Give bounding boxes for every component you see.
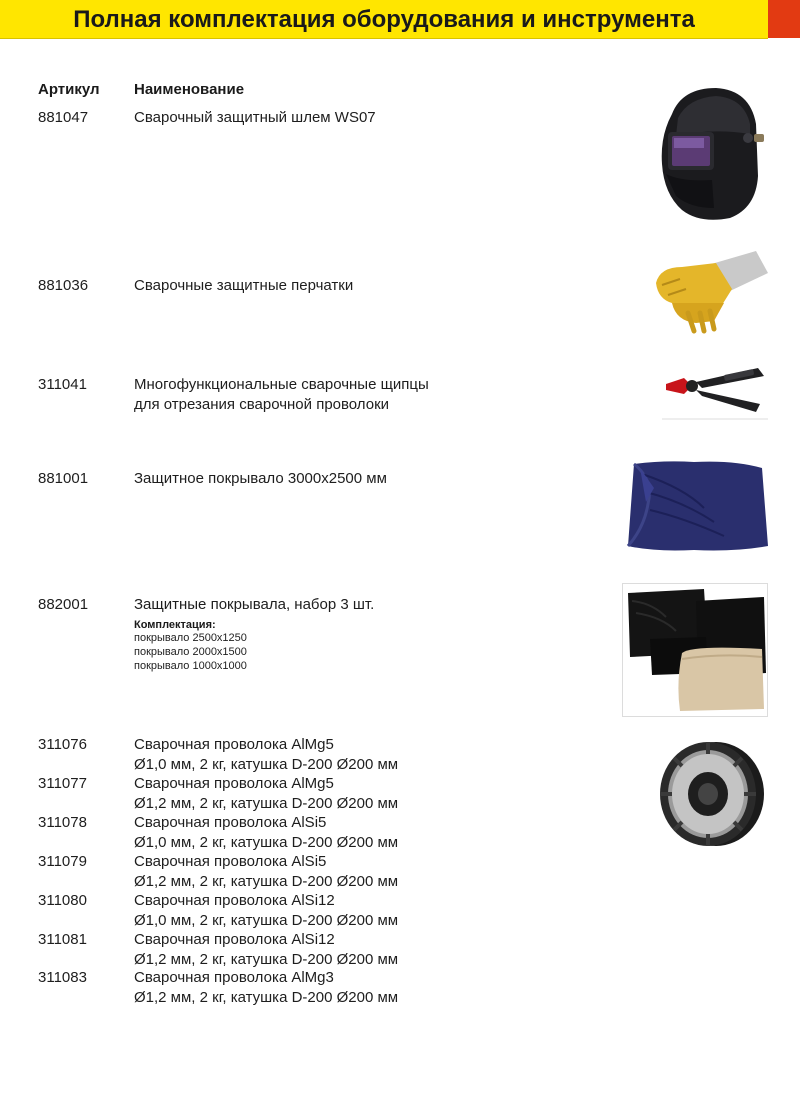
page-title: Полная комплектация оборудования и инструмента xyxy=(73,6,695,33)
product-name-line: Сварочная проволока AlSi12 xyxy=(134,931,335,948)
article-number: 311083 xyxy=(38,969,87,986)
product-name xyxy=(134,108,376,128)
article-number: 311041 xyxy=(38,376,87,393)
article-number: 311081 xyxy=(38,931,87,948)
article-number: 881047 xyxy=(38,109,89,126)
article-number: 311079 xyxy=(38,853,87,870)
product-name xyxy=(134,891,398,930)
article-number: 311076 xyxy=(38,736,87,753)
product-name xyxy=(134,852,398,891)
product-name-line: Ø1,2 мм, 2 кг, катушка D-200 Ø200 мм xyxy=(134,950,399,968)
product-name-line: Ø1,2 мм, 2 кг, катушка D-200 Ø200 мм xyxy=(134,872,399,890)
product-name xyxy=(134,735,398,774)
product-name xyxy=(134,774,398,813)
product-name xyxy=(134,813,398,852)
product-name-line: Сварочная проволока AlMg3 xyxy=(134,969,334,986)
product-name-line: Многофункциональные сварочные щипцы xyxy=(134,376,429,393)
product-name-line: Сварочные защитные перчатки xyxy=(134,277,354,294)
product-name-line: Защитные покрывала, набор 3 шт. xyxy=(134,596,375,613)
product-name-line: Защитное покрывало 3000x2500 мм xyxy=(134,470,387,487)
kit-item: покрывало 2500x1250 xyxy=(134,632,247,644)
product-name-line: Ø1,0 мм, 2 кг, катушка D-200 Ø200 мм xyxy=(134,833,399,851)
product-name-line: Сварочная проволока AlMg5 xyxy=(134,736,334,753)
product-name xyxy=(134,469,387,489)
product-name xyxy=(134,968,398,1007)
kit-item: покрывало 2000x1500 xyxy=(134,646,247,658)
product-name-line: Сварочная проволока AlMg5 xyxy=(134,775,334,792)
column-header-name: Наименование xyxy=(134,81,245,98)
header-accent xyxy=(768,0,800,38)
article-number: 881001 xyxy=(38,470,89,487)
product-name-line: Сварочная проволока AlSi12 xyxy=(134,892,335,909)
welding-gloves-icon xyxy=(652,243,770,335)
product-name-line: Сварочный защитный шлем WS07 xyxy=(134,109,376,126)
kit-item: покрывало 1000x1000 xyxy=(134,660,247,672)
product-name xyxy=(134,276,353,296)
product-name xyxy=(134,930,398,969)
product-name xyxy=(134,375,429,414)
article-number: 311077 xyxy=(38,775,87,792)
wire-spool-icon xyxy=(652,738,768,850)
product-name xyxy=(134,595,374,615)
welding-pliers-icon xyxy=(662,358,768,420)
product-name-line: Ø1,2 мм, 2 кг, катушка D-200 Ø200 мм xyxy=(134,794,399,812)
product-name-line: Сварочная проволока AlSi5 xyxy=(134,814,327,831)
column-header-article: Артикул xyxy=(38,81,100,98)
welding-helmet-icon xyxy=(652,84,770,224)
article-number: 311080 xyxy=(38,892,87,909)
product-name-line: Сварочная проволока AlSi5 xyxy=(134,853,327,870)
blue-blanket-icon xyxy=(624,458,770,554)
product-name-line: Ø1,0 мм, 2 кг, катушка D-200 Ø200 мм xyxy=(134,755,399,773)
article-number: 881036 xyxy=(38,277,89,294)
product-name-line: для отрезания сварочной проволоки xyxy=(134,395,390,413)
kit-title: Комплектация: xyxy=(134,619,216,631)
blanket-set-icon xyxy=(622,583,768,717)
product-name-line: Ø1,0 мм, 2 кг, катушка D-200 Ø200 мм xyxy=(134,911,399,929)
product-name-line: Ø1,2 мм, 2 кг, катушка D-200 Ø200 мм xyxy=(134,988,399,1006)
article-number: 311078 xyxy=(38,814,87,831)
article-number: 882001 xyxy=(38,596,89,613)
